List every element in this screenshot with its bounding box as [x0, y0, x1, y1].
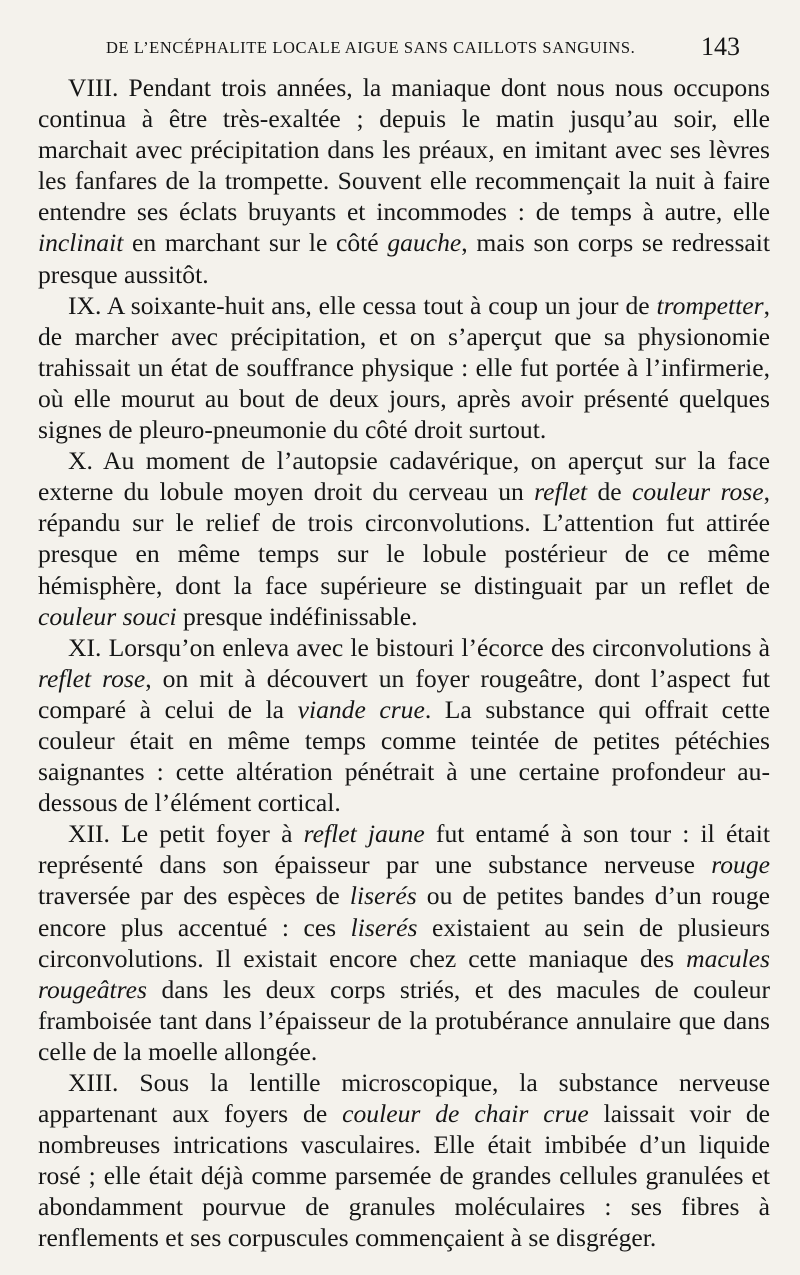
- text-run: . La substance qui offrait cette couleur était en même temps comme teintée de petites pétéchies saignantes : cette altération pénétrait à une certaine profondeur au-dessous de l’élément cortical.: [38, 694, 770, 818]
- italic-phrase: inclinait: [38, 228, 124, 258]
- italic-phrase: gauche: [387, 228, 462, 258]
- italic-phrase: couleur rose: [631, 477, 764, 507]
- italic-phrase: liserés: [350, 912, 418, 942]
- text-run: X. Au moment de l’autopsie cadavérique, on aperçut sur la face externe du lobule moyen droit du cerveau un: [38, 446, 770, 507]
- italic-phrase: couleur de chair crue: [342, 1099, 589, 1129]
- text-run: , on mit à découvert un foyer rougeâtre, dont l’aspect fut comparé à celui de la: [38, 663, 770, 724]
- text-run: traversée par des espèces de: [38, 881, 350, 911]
- text-run: presque indéfinissable.: [176, 601, 418, 631]
- text-run: existaient au sein de plusieurs circonvolutions. Il existait encore chez cette maniaque des: [38, 912, 770, 973]
- text-run: fut entamé à son tour : il était représenté dans son épaisseur par une substance nerveuse: [38, 819, 770, 880]
- italic-phrase: reflet rose: [38, 663, 146, 693]
- italic-phrase: rouge: [711, 850, 770, 880]
- italic-phrase: liserés: [349, 881, 417, 911]
- paragraph: [38, 290, 770, 445]
- running-head-title: DE L’ENCÉPHALITE LOCALE AIGUE SANS CAILLOTS SANGUINS.: [106, 38, 636, 57]
- text-run: IX. A soixante-huit ans, elle cessa tout à coup un jour de: [68, 290, 657, 320]
- italic-phrase: viande crue: [297, 694, 425, 724]
- text-run: , mais son corps se redressait presque aussitôt.: [38, 228, 770, 289]
- paragraph: [38, 818, 770, 1067]
- italic-phrase: macules rougeâtres: [38, 943, 770, 1004]
- text-run: en marchant sur le côté: [123, 228, 388, 258]
- running-head: [106, 34, 740, 64]
- text-run: VIII. Pendant trois années, la maniaque dont nous nous occupons continua à être très-exaltée ; depuis le matin jusqu’au soir, elle marchait avec précipitation dans les préaux, en imitant avec ses lèvres les fanfares de la trompette. Souvent elle recommençait la nuit à faire entendre ses éclats bruyants et incommodes : de temps à autre, elle: [38, 73, 770, 227]
- page-footer: [40, 1243, 760, 1263]
- body-text: [38, 72, 770, 1254]
- text-run: , répandu sur le relief de trois circonvolutions. L’attention fut attirée presque en même temps sur le lobule postérieur de ce même hémisphère, dont la face supérieure se distinguait par un reflet de: [38, 477, 770, 600]
- text-run: dans les deux corps striés, et des macules de couleur framboisée tant dans l’épaisseur de la protubérance annulaire que dans celle de la moelle allongée.: [38, 974, 770, 1066]
- text-run: laissait voir de nombreuses intrications vasculaires. Elle était imbibée d’un liquide rosé ; elle était déjà comme parsemée de grandes cellules granulées et abondamment pourvue de granules moléculaires : ses fibres à renflements et ses corpuscules commençaient à se disgréger.: [38, 1099, 770, 1253]
- text-run: XII. Le petit foyer à: [68, 819, 304, 849]
- text-run: XI. Lorsqu’on enleva avec le bistouri l’écorce des circonvolutions à: [68, 632, 770, 662]
- italic-phrase: reflet jaune: [303, 819, 425, 849]
- text-run: , de marcher avec précipitation, et on s’aperçut que sa physionomie trahissait un état de souffrance physique : elle fut portée à l’infirmerie, où elle mourut au bout de deux jours, après avoir présenté quelques signes de pleuro-pneumonie du côté droit surtout.: [38, 290, 770, 445]
- text-run: XIII. Sous la lentille microscopique, la substance nerveuse appartenant aux foyers de: [38, 1068, 770, 1129]
- paragraph: [38, 445, 770, 632]
- paragraph: [38, 1067, 770, 1254]
- text-run: ou de petites bandes d’un rouge encore plus accentué : ces: [38, 881, 770, 942]
- italic-phrase: trompetter: [656, 290, 764, 320]
- text-run: de: [587, 477, 632, 507]
- page-number: 143: [701, 32, 740, 61]
- italic-phrase: reflet: [534, 477, 588, 507]
- italic-phrase: couleur souci: [38, 601, 177, 631]
- paragraph: [38, 632, 770, 819]
- paragraph: [38, 72, 770, 290]
